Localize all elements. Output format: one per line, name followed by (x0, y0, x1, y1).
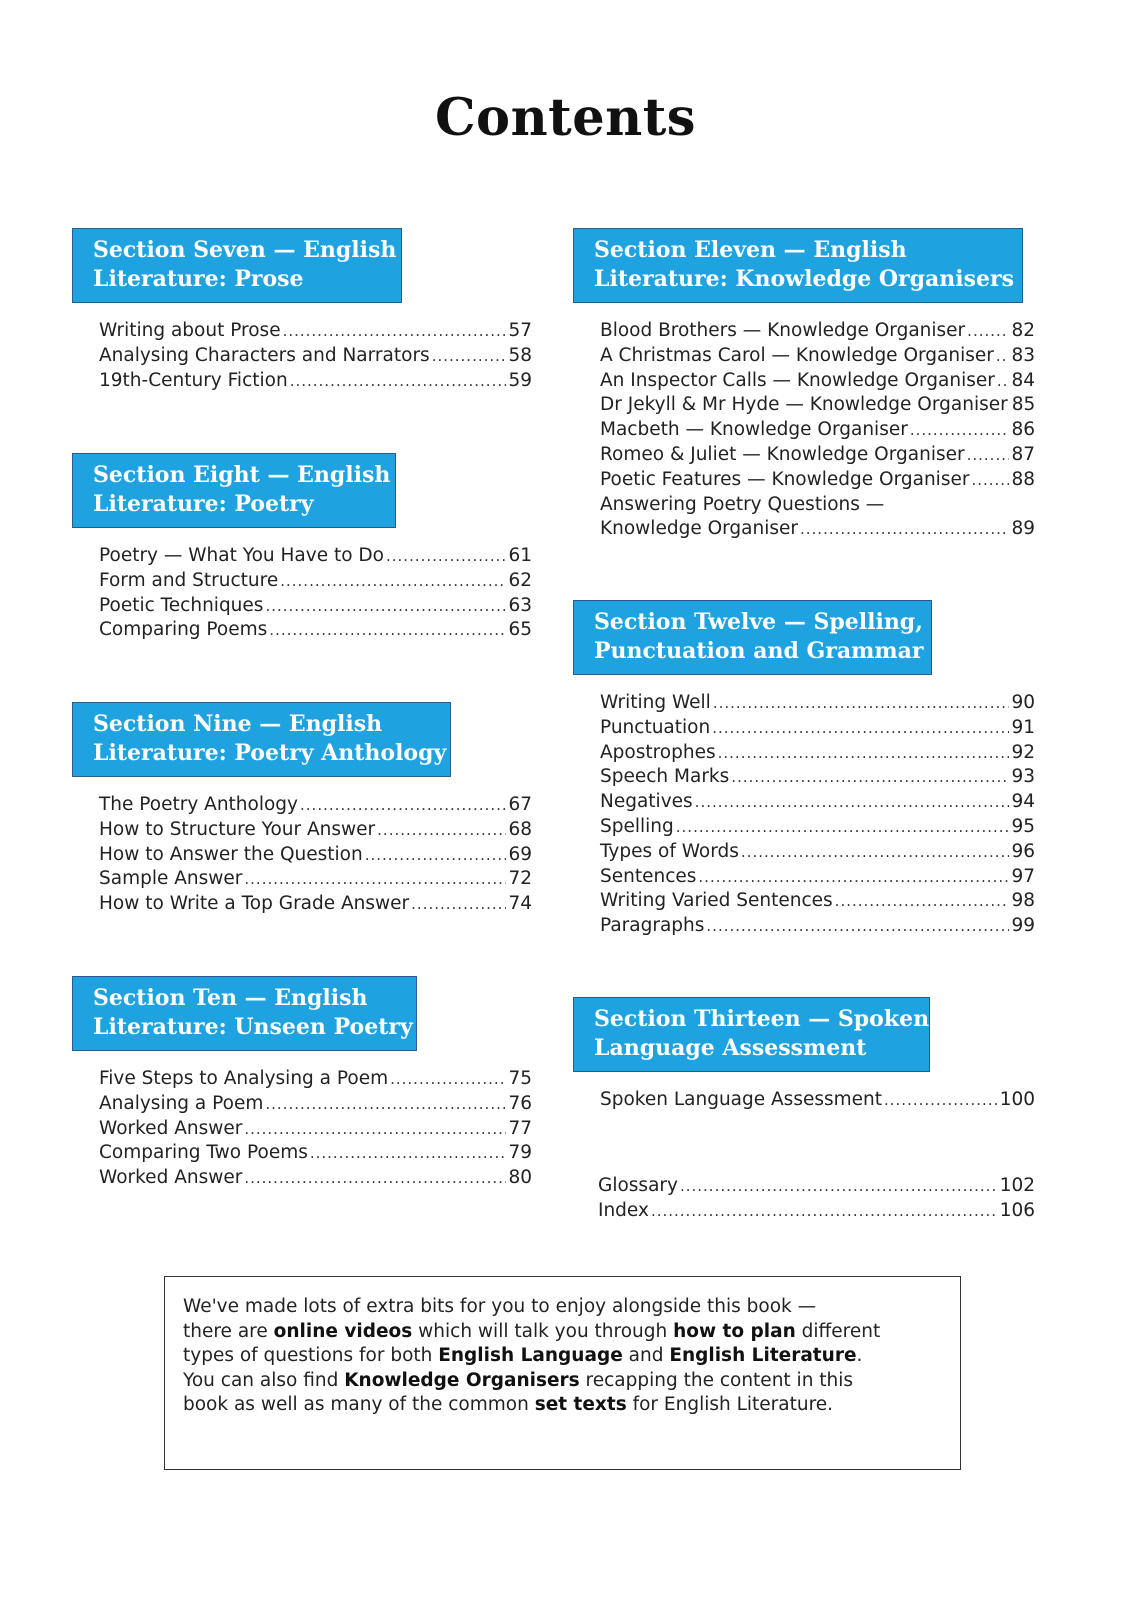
entry-title: Poetic Features — Knowledge Organiser (600, 468, 970, 490)
entry-title: Comparing Poems (99, 619, 268, 641)
dot-leader (265, 1092, 506, 1117)
toc-entry (600, 889, 1035, 914)
toc-entry (99, 867, 532, 892)
entry-title: Worked Answer (99, 1117, 243, 1139)
entry-page-number: 79 (508, 1142, 532, 1164)
dot-leader (651, 1199, 998, 1224)
notice-line: We've made lots of extra bits for you to enjoy alongside this book — (183, 1296, 817, 1317)
section-eight (72, 453, 532, 643)
dot-leader (967, 443, 1010, 468)
entry-title: Writing Well (600, 692, 711, 713)
section-nine (72, 702, 532, 917)
toc-entry (600, 840, 1035, 865)
toc-entry (99, 618, 532, 643)
section-ten (72, 976, 532, 1191)
dot-leader (280, 569, 506, 594)
dot-leader (800, 517, 1009, 542)
toc-entry (99, 544, 532, 569)
back-matter-list (573, 1174, 1035, 1224)
toc-entry (600, 517, 1035, 542)
dot-leader (997, 369, 1010, 394)
notice-line: there are online videos which will talk you through how to plan different (183, 1320, 881, 1342)
section-eleven (573, 228, 1035, 542)
entry-title: Five Steps to Analysing a Poem (99, 1068, 389, 1089)
entry-page-number: 90 (1011, 692, 1035, 713)
entry-page-number: 89 (1011, 518, 1035, 540)
entry-page-number: 65 (508, 619, 532, 641)
entry-title: Spoken Language Assessment (600, 1089, 882, 1110)
toc-entry (99, 369, 532, 394)
entry-title: Analysing a Poem (99, 1092, 264, 1114)
entry-title: Comparing Two Poems (99, 1142, 308, 1164)
toc-entry (600, 1088, 1035, 1113)
entry-title: Writing Varied Sentences (600, 890, 833, 912)
toc-entry (598, 1174, 1035, 1199)
entry-title: Analysing Characters and Narrators (99, 344, 430, 366)
entry-page-number: 76 (508, 1092, 532, 1114)
entry-page-number: 57 (508, 320, 532, 341)
entry-title: Speech Marks (600, 766, 730, 788)
entry-page-number: 58 (508, 344, 532, 366)
toc-entry (600, 914, 1035, 939)
entry-page-number: 67 (508, 794, 532, 815)
entry-list (573, 319, 1035, 542)
entry-title: Spelling (600, 815, 674, 837)
toc-entry (600, 443, 1035, 468)
notice-text (183, 1295, 942, 1418)
entry-page-number: 94 (1011, 791, 1035, 813)
entry-title: Dr Jekyll & Mr Hyde — Knowledge Organiser (600, 394, 1008, 416)
dot-leader (971, 468, 1009, 493)
dot-leader (835, 889, 1010, 914)
entry-title: Negatives (600, 791, 693, 813)
notice-line: You can also find Knowledge Organisers recapping the content in this (183, 1369, 854, 1391)
entry-page-number: 75 (508, 1068, 532, 1089)
toc-entry (99, 344, 532, 369)
entry-list (72, 1067, 532, 1191)
dot-leader (996, 344, 1010, 369)
dot-leader (290, 369, 507, 394)
section-heading: Section Eleven — English Literature: Knowledge Organisers (573, 228, 1023, 303)
dot-leader (676, 815, 1010, 840)
entry-title: The Poetry Anthology (99, 794, 299, 815)
toc-entry (99, 319, 532, 344)
entry-title: Sentences (600, 865, 697, 887)
page-title: Contents (434, 88, 697, 148)
toc-entry (600, 344, 1035, 369)
entry-page-number: 93 (1011, 766, 1035, 788)
entry-page-number: 97 (1011, 865, 1035, 887)
dot-leader (731, 765, 1009, 790)
entry-page-number: 80 (508, 1167, 532, 1189)
section-seven (72, 228, 532, 393)
dot-leader (377, 818, 506, 843)
entry-title: Writing about Prose (99, 320, 281, 341)
entry-title: Glossary (598, 1175, 678, 1196)
toc-entry (600, 468, 1035, 493)
entry-title: Sample Answer (99, 868, 243, 890)
dot-leader (386, 544, 506, 569)
entry-title: How to Structure Your Answer (99, 818, 376, 840)
toc-entry (99, 569, 532, 594)
entry-page-number: 63 (508, 594, 532, 616)
toc-entry (600, 418, 1035, 443)
entry-list (573, 1088, 1035, 1113)
entry-page-number: 62 (508, 569, 532, 591)
dot-leader (741, 840, 1010, 865)
entry-title: Types of Words (600, 840, 739, 862)
toc-entry (99, 1166, 532, 1191)
entry-list (72, 544, 532, 643)
section-heading: Section Thirteen — Spoken Language Assessment (573, 997, 930, 1072)
entry-page-number: 100 (999, 1089, 1035, 1110)
entry-page-number: 83 (1011, 344, 1035, 366)
entry-title: 19th-Century Fiction (99, 369, 288, 391)
dot-leader (310, 1141, 507, 1166)
dot-leader (244, 1166, 506, 1191)
entry-page-number: 72 (508, 868, 532, 890)
notice-line: book as well as many of the common set texts for English Literature. (183, 1394, 834, 1416)
entry-page-number: 69 (508, 843, 532, 865)
dot-leader (713, 691, 1010, 716)
section-twelve (573, 600, 1035, 939)
toc-entry (598, 1199, 1035, 1224)
toc-entry (600, 319, 1035, 344)
entry-page-number: 96 (1011, 840, 1035, 862)
toc-entry (99, 818, 532, 843)
dot-leader (365, 843, 507, 868)
entry-page-number: 74 (508, 893, 532, 915)
entry-title: Index (598, 1199, 649, 1221)
toc-entry (600, 369, 1035, 394)
dot-leader (910, 418, 1010, 443)
toc-entry (600, 815, 1035, 840)
entry-page-number: 98 (1011, 890, 1035, 912)
entry-page-number: 106 (999, 1199, 1035, 1221)
toc-entry (99, 793, 532, 818)
section-heading: Section Nine — English Literature: Poetry Anthology (72, 702, 451, 777)
dot-leader (432, 344, 507, 369)
dot-leader (884, 1088, 998, 1113)
entry-title: Poetic Techniques (99, 594, 264, 616)
dot-leader (283, 319, 507, 344)
section-thirteen (573, 997, 1035, 1113)
entry-title: Worked Answer (99, 1167, 243, 1189)
entry-page-number: 82 (1011, 320, 1035, 341)
toc-entry (600, 716, 1035, 741)
extras-notice-box (164, 1276, 961, 1470)
toc-entry (600, 790, 1035, 815)
toc-entry (600, 765, 1035, 790)
entry-page-number: 84 (1011, 369, 1035, 391)
entry-title: Blood Brothers — Knowledge Organiser (600, 320, 966, 341)
entry-list (72, 793, 532, 917)
dot-leader (411, 892, 506, 917)
dot-leader (967, 319, 1009, 344)
entry-list (72, 319, 532, 393)
toc-entry (99, 1141, 532, 1166)
entry-title: Romeo & Juliet — Knowledge Organiser (600, 443, 965, 465)
dot-leader (695, 790, 1010, 815)
toc-entry (600, 393, 1035, 418)
entry-title: Paragraphs (600, 915, 705, 937)
entry-title: How to Write a Top Grade Answer (99, 893, 410, 915)
entry-page-number: 95 (1011, 815, 1035, 837)
toc-entry (99, 1117, 532, 1142)
entry-page-number: 102 (999, 1175, 1035, 1196)
entry-page-number: 61 (508, 545, 532, 566)
toc-entry (99, 843, 532, 868)
entry-list (573, 691, 1035, 939)
entry-title: Macbeth — Knowledge Organiser (600, 419, 908, 441)
entry-title: A Christmas Carol — Knowledge Organiser (600, 344, 994, 366)
entry-page-number: 99 (1011, 915, 1035, 937)
toc-entry (600, 493, 1035, 518)
dot-leader (680, 1174, 998, 1199)
dot-leader (269, 618, 506, 643)
back-matter (573, 1174, 1035, 1224)
entry-title: An Inspector Calls — Knowledge Organiser (600, 369, 995, 391)
entry-title: How to Answer the Question (99, 843, 363, 865)
section-heading: Section Eight — English Literature: Poetry (72, 453, 396, 528)
entry-page-number: 68 (508, 818, 532, 840)
entry-title: Form and Structure (99, 569, 279, 591)
dot-leader (300, 793, 506, 818)
toc-entry (600, 691, 1035, 716)
toc-entry (600, 741, 1035, 766)
toc-entry (99, 1092, 532, 1117)
toc-entry (99, 892, 532, 917)
section-heading: Section Seven — English Literature: Prose (72, 228, 402, 303)
toc-entry (600, 865, 1035, 890)
entry-page-number: 59 (508, 369, 532, 391)
entry-title: Punctuation (600, 716, 711, 738)
entry-page-number: 88 (1011, 468, 1035, 490)
section-heading: Section Ten — English Literature: Unseen Poetry (72, 976, 417, 1051)
dot-leader (244, 1117, 506, 1142)
dot-leader (706, 914, 1009, 939)
dot-leader (698, 865, 1009, 890)
entry-page-number: 87 (1011, 443, 1035, 465)
entry-title: Apostrophes (600, 741, 716, 763)
entry-page-number: 92 (1011, 741, 1035, 763)
entry-title: Poetry — What You Have to Do (99, 545, 384, 566)
toc-entry (99, 594, 532, 619)
entry-page-number: 77 (508, 1117, 532, 1139)
dot-leader (712, 716, 1009, 741)
entry-page-number: 85 (1011, 394, 1036, 416)
dot-leader (265, 594, 506, 619)
section-heading: Section Twelve — Spelling, Punctuation and Grammar (573, 600, 932, 675)
dot-leader (718, 741, 1010, 766)
entry-page-number: 91 (1011, 716, 1035, 738)
entry-page-number: 86 (1011, 419, 1035, 441)
entry-title: Answering Poetry Questions — (600, 493, 885, 515)
entry-title: Knowledge Organiser (600, 518, 798, 540)
dot-leader (390, 1067, 506, 1092)
dot-leader (244, 867, 506, 892)
notice-line: types of questions for both English Language and English Literature. (183, 1345, 863, 1367)
toc-entry (99, 1067, 532, 1092)
